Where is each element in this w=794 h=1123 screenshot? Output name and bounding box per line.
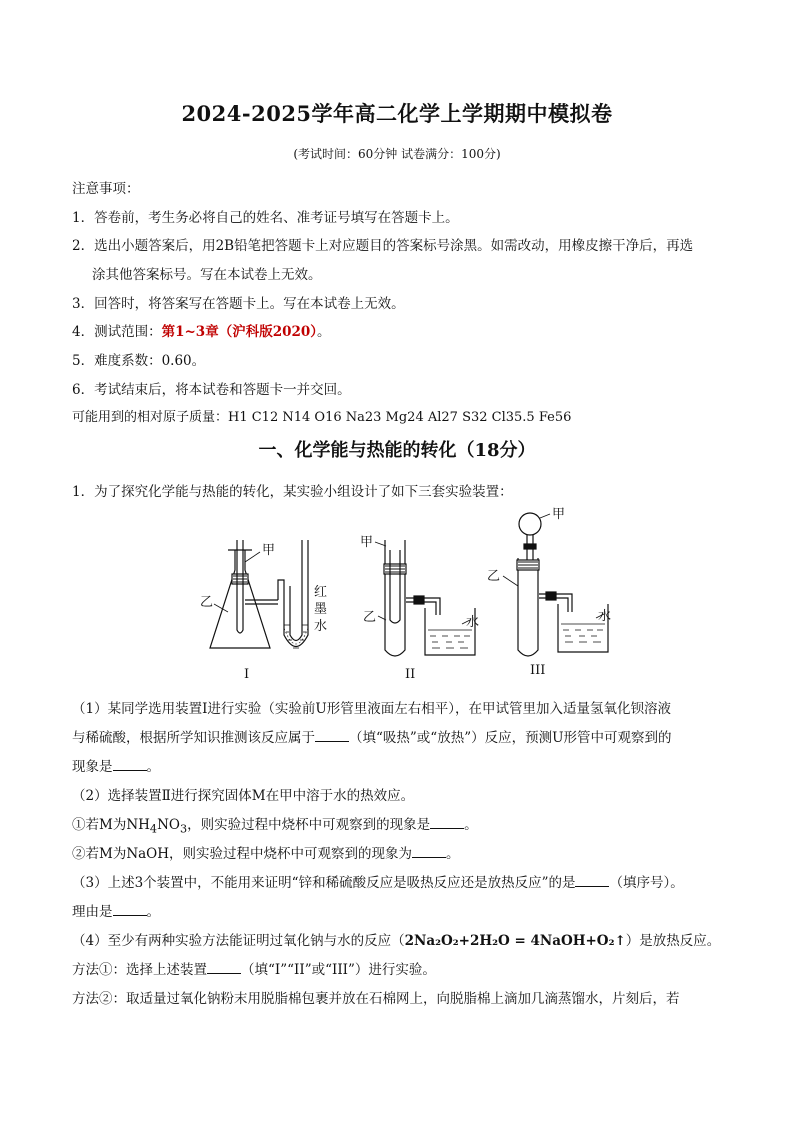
q1-part1-line2: [72, 726, 671, 746]
section-title: 一、化学能与热能的转化（18分）: [258, 440, 536, 461]
label-mo: 墨: [314, 602, 328, 617]
page-title: 2024-2025学年高二化学上学期期中模拟卷: [181, 101, 613, 126]
notice-item-2: 2．选出小题答案后，用2B铅笔把答题卡上对应题目的答案标号涂黑。如需改动，用橡皮擦干净后，再选: [72, 238, 694, 254]
label-jia-2: 甲: [360, 535, 374, 550]
label-yi-2: 乙: [363, 610, 377, 625]
notice-heading: 注意事项：: [72, 181, 140, 197]
q1-part1-text-b: （填“吸热”或“放热”）反应，预测U形管中可观察到的: [349, 730, 672, 746]
q1-part4: [72, 929, 720, 949]
answer-blank: [315, 729, 349, 742]
q1-part1-text-c: 现象是: [72, 759, 113, 775]
label-shui-3: 水: [598, 609, 612, 624]
notice-item-2-cont: 涂其他答案标号。写在本试卷上无效。: [92, 267, 322, 283]
notice-item-5: 5．难度系数：0.60。: [72, 353, 206, 369]
q1-part1-line3: [72, 755, 160, 775]
atomic-mass-line: 可能用到的相对原子质量：H1 C12 N14 O16 Na23 Mg24 Al27 S32 Cl35.5 Fe56: [72, 410, 572, 425]
notice-item-4: [72, 320, 331, 340]
q1-part2b-text: ②若M为NaOH，则实验过程中烧杯中可观察到的现象为: [72, 846, 413, 862]
q1-part2-b: [72, 842, 460, 862]
q1-part4-post: ）是放热反应。: [625, 933, 721, 949]
u-tube: [278, 540, 308, 648]
label-jia-3: 甲: [552, 507, 566, 522]
label-jia-1: 甲: [262, 543, 276, 558]
q1-part3-post: （填序号）。: [609, 875, 684, 891]
q1-part3: [72, 871, 684, 891]
notice-item-3: 3．回答时，将答案写在答题卡上。写在本试卷上无效。: [72, 296, 405, 312]
subscript: 3: [179, 822, 188, 836]
label-yi-1: 乙: [200, 595, 214, 610]
notice-item-6: 6．考试结束后，将本试卷和答题卡一并交回。: [72, 382, 351, 398]
q1-part3b-end: 。: [146, 904, 160, 920]
q1-part2-a: [72, 813, 478, 836]
answer-blank: [575, 874, 609, 887]
q1-part2a-mid: NO: [157, 817, 180, 833]
q1-part1-line1: （1）某同学选用装置Ⅰ进行实验（实验前U形管里液面左右相平），在甲试管里加入适量氢氧化钡溶液: [72, 701, 672, 717]
label-apparatus-2: II: [405, 667, 416, 682]
q1-part1-text-d: 。: [146, 759, 160, 775]
subscript: 4: [149, 822, 158, 836]
notice-item-1: 1．答卷前，考生务必将自己的姓名、准考证号填写在答题卡上。: [72, 210, 459, 226]
label-apparatus-3: III: [530, 663, 546, 678]
q1-method-2: 方法②：取适量过氧化钠粉末用脱脂棉包裹并放在石棉网上，向脱脂棉上滴加几滴蒸馏水，片刻后，若: [72, 991, 680, 1007]
method-1-text: 方法①：选择上述装置: [72, 962, 207, 978]
label-hong: 红: [314, 585, 328, 600]
answer-blank: [113, 758, 147, 771]
apparatus-3: [517, 513, 608, 656]
answer-blank: [113, 903, 147, 916]
q1-part1-text-a: 与稀硫酸，根据所学知识推测该反应属于: [72, 730, 315, 746]
q1-part3-text: （3）上述3个装置中，不能用来证明“锌和稀硫酸反应是吸热反应还是放热反应”的是: [72, 875, 576, 891]
notice-item-4-label: 4．测试范围：: [72, 324, 162, 340]
label-yi-3: 乙: [487, 569, 501, 584]
label-shui-1: 水: [314, 619, 328, 634]
q1-method-1: [72, 958, 436, 978]
q1-part2a-post: ，则实验过程中烧杯中可观察到的现象是: [187, 817, 431, 833]
method-1-post: （填“I”“II”或“III”）进行实验。: [241, 962, 436, 978]
apparatus-figure: [200, 500, 620, 690]
answer-blank: [430, 816, 464, 829]
q1-part3b-text: 理由是: [72, 904, 113, 920]
apparatus-2: [384, 540, 475, 656]
q1-part2: （2）选择装置Ⅱ进行探究固体M在甲中溶于水的热效应。: [72, 788, 415, 804]
q1-part2a-end: 。: [464, 817, 478, 833]
question-1-stem: 1．为了探究化学能与热能的转化，某实验小组设计了如下三套实验装置：: [72, 484, 513, 500]
q1-part2a-text: ①若M为NH: [72, 817, 150, 833]
label-apparatus-1: I: [244, 667, 250, 682]
test-scope: 第1~3章（沪科版2020）: [161, 324, 318, 340]
notice-item-4-end: 。: [317, 324, 331, 340]
answer-blank: [207, 961, 241, 974]
exam-info: (考试时间：60分钟 试卷满分：100分): [293, 147, 501, 161]
reaction-equation: 2Na₂O₂+2H₂O = 4NaOH+O₂↑: [404, 933, 626, 949]
answer-blank: [412, 845, 446, 858]
label-shui-2: 水: [466, 615, 480, 630]
q1-part3-reason: [72, 900, 160, 920]
q1-part4-text: （4）至少有两种实验方法能证明过氧化钠与水的反应（: [72, 933, 405, 949]
q1-part2b-end: 。: [446, 846, 460, 862]
